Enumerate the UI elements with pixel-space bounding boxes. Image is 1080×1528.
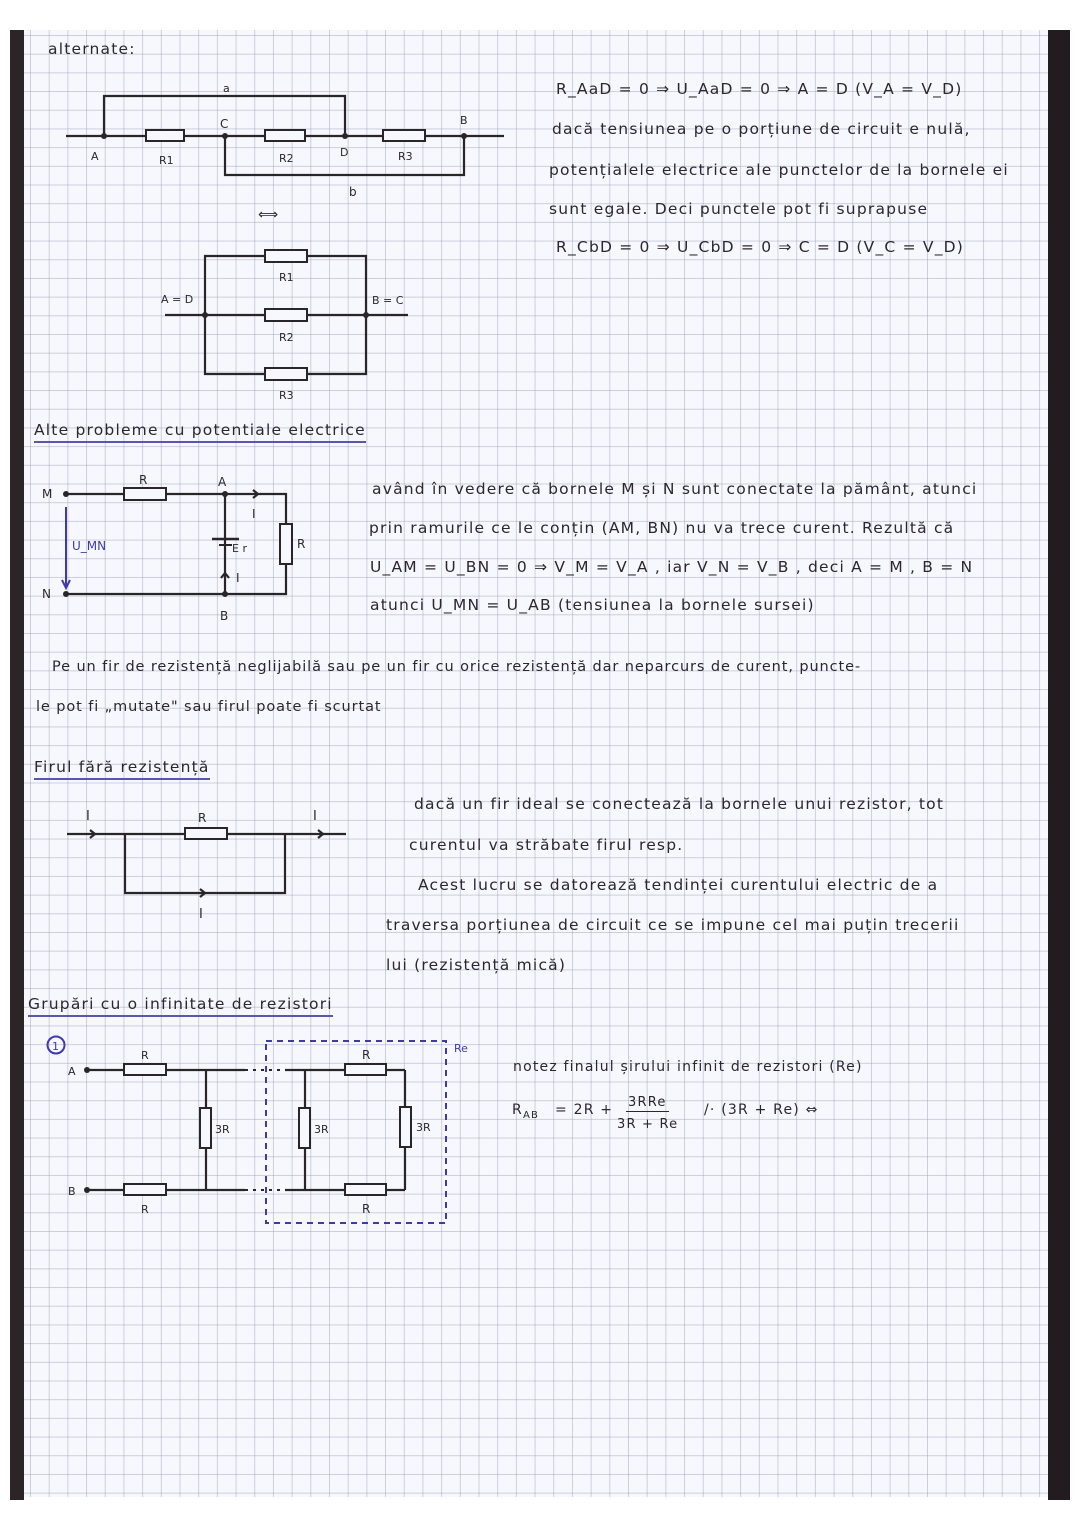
resistor-r1-label: R1: [159, 154, 174, 167]
node-m-label: M: [42, 487, 53, 501]
equation-lhs-subscript: AB: [522, 1109, 540, 1121]
node-n-label: N: [42, 587, 51, 601]
node-c-label: C: [220, 117, 229, 131]
current-i-label: I: [236, 571, 240, 585]
equation-line: U_AM = U_BN = 0 ⇒ V_M = V_A , iar V_N = V_B , deci A = M , B = N: [370, 558, 974, 576]
resistor-3r-label: 3R: [314, 1123, 329, 1136]
node-d-label: D: [340, 146, 349, 159]
note-line: le pot fi „mutate" sau firul poate fi scurtat: [36, 699, 382, 715]
resistor-3r-label: 3R: [215, 1123, 230, 1136]
resistor-r-label: R: [141, 1049, 149, 1062]
equation-lhs-symbol: R: [512, 1102, 523, 1118]
text-line: notez finalul șirului infinit de rezistori (Re): [513, 1059, 863, 1075]
text-line: dacă un fir ideal se conectează la bornele unui rezistor, tot: [414, 795, 945, 813]
scan-right-border: [1048, 30, 1070, 1500]
node-b-label: B: [220, 609, 229, 623]
note-line: Pe un fir de rezistență neglijabilă sau pe un fir cu orice rezistență dar neparcurs de curent, puncte-: [52, 659, 862, 675]
branch-a-label: a: [223, 82, 230, 95]
problem-number: 1: [52, 1040, 59, 1053]
circuit-infinite-ladder: [0, 0, 480, 1230]
node-b-label: B: [460, 114, 468, 127]
resistor-r-label: R: [297, 537, 306, 551]
text-line: Acest lucru se datorează tendinței curentului electric de a: [418, 876, 939, 894]
text-line: potențialele electrice ale punctelor de la bornele ei: [549, 161, 1009, 179]
resistor-r3-label: R3: [279, 389, 294, 402]
text-line: având în vedere că bornele M și N sunt conectate la pământ, atunci: [372, 480, 978, 498]
resistor-r-label: R: [141, 1203, 149, 1216]
section-heading: Grupări cu o infinitate de rezistori: [28, 997, 333, 1017]
node-a-label: A: [91, 150, 99, 163]
node-b-eq-c-label: B = C: [372, 294, 404, 307]
resistor-r-label: R: [362, 1202, 371, 1216]
resistor-r2-label: R2: [279, 331, 294, 344]
intro-label: alternate:: [48, 40, 136, 58]
current-i-wire-label: I: [199, 907, 203, 922]
terminal-b-label: B: [68, 1185, 76, 1198]
resistor-r1-label: R1: [279, 271, 294, 284]
text-line: curentul va străbate firul resp.: [409, 836, 684, 854]
equation-line: R_CbD = 0 ⇒ U_CbD = 0 ⇒ C = D (V_C = V_D): [556, 238, 965, 256]
re-box-label: Re: [454, 1042, 468, 1055]
fraction-denominator: 3R + Re: [617, 1117, 679, 1132]
resistor-r3-label: R3: [398, 150, 413, 163]
text-line: dacă tensiunea pe o porțiune de circuit e nulă,: [552, 120, 971, 138]
equation-line: R_AaD = 0 ⇒ U_AaD = 0 ⇒ A = D (V_A = V_D): [556, 80, 963, 98]
text-line: prin ramurile ce le conțin (AM, BN) nu va trece curent. Rezultă că: [369, 519, 955, 537]
equation-lhs: [512, 1103, 539, 1121]
text-line: sunt egale. Deci punctele pot fi suprapuse: [549, 200, 929, 218]
node-a-label: A: [218, 475, 227, 489]
equivalence-arrow-icon: ⟺: [258, 207, 280, 223]
resistor-r-label: R: [362, 1048, 371, 1062]
equation-equals: = 2R +: [555, 1102, 614, 1118]
current-i-in-label: I: [86, 809, 90, 824]
current-i-label: I: [252, 507, 256, 521]
node-a-eq-d-label: A = D: [161, 293, 194, 306]
voltage-umn-label: U_MN: [72, 539, 107, 553]
text-line: lui (rezistență mică): [386, 956, 567, 974]
branch-b-label: b: [349, 185, 357, 199]
text-line: traversa porțiunea de circuit ce se impune cel mai puțin trecerii: [386, 916, 960, 934]
resistor-r-label: R: [198, 811, 207, 825]
section-heading: Firul fără rezistență: [34, 760, 210, 780]
equation-tail: /· (3R + Re) ⇔: [704, 1102, 819, 1118]
fraction-numerator: 3RRe: [628, 1095, 667, 1110]
resistor-r-label: R: [139, 473, 148, 487]
resistor-r2-label: R2: [279, 152, 294, 165]
source-er-label: E r: [232, 542, 247, 555]
terminal-a-label: A: [68, 1065, 76, 1078]
section-heading: Alte probleme cu potentiale electrice: [34, 423, 366, 443]
equation-line: atunci U_MN = U_AB (tensiunea la bornele sursei): [370, 596, 815, 614]
current-i-out-label: I: [313, 809, 317, 824]
resistor-3r-label: 3R: [416, 1121, 431, 1134]
